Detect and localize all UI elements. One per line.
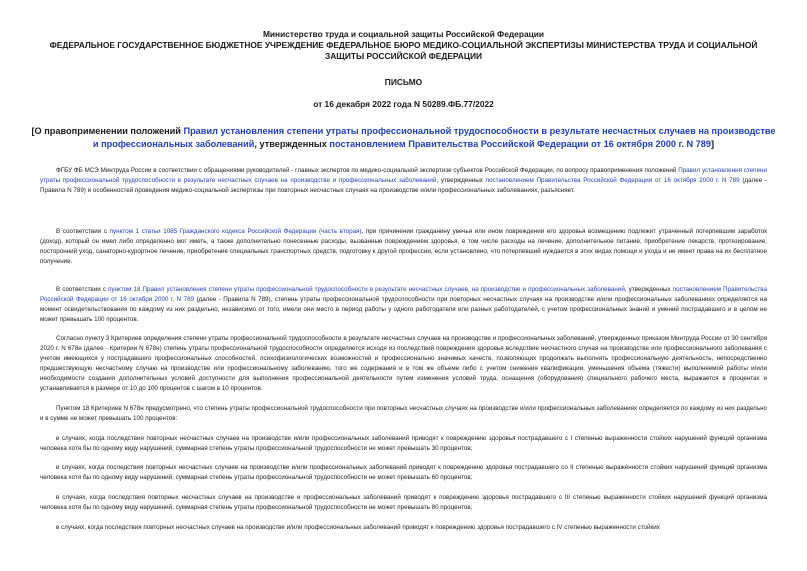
paragraph-9: в случаях, когда последствия повторных несчастных случаев на производстве и/или профессиональных заболеваний приводят к повреждению здоровья пострадавшего с IV степенью выраженности стойких (56, 524, 660, 531)
paragraph-8: в случаях, когда последствия повторных несчастных случаев на производстве и профессиональных заболеваний приводят к повреждению здоровья пострадавшего с III степенью выраженности стойких нарушений функций организма человека хотя бы по одному виду нарушений, суммарная степень утраты профессиональной трудоспособности не может превышать 80 процентов; (40, 494, 767, 511)
rules-link[interactable]: Правил установления степени утраты профессиональной трудоспособности в результате несчастных случаев на производстве и профессиональных заболеваний (40, 167, 767, 184)
paragraph-text: (далее - Правила N 789), степень утраты профессиональной трудоспособности при повторных несчастных случаях на производстве и/или профессиональных заболеваниях определяется на момент освидетельствования по каждому из них раздельно, независимо от того, имели они место в период работы у одного работодателя или разных работодателей, с учетом профессиональных знаний и умений пострадавшего и в целом не может превышать 100 процентов. (40, 296, 767, 323)
document-date-number: от 16 декабря 2022 года N 50289.ФБ.77/2022 (313, 99, 494, 109)
paragraph-6: в случаях, когда последствия повторных несчастных случаев на производстве и/или профессиональных заболеваний приводят к повреждению здоровья пострадавшего с I степенью выраженности стойких нарушений функций организма человека хотя бы по одному виду нарушений, суммарная степень утраты профессиональной трудоспособности не может превышать 30 процентов; (40, 435, 767, 452)
subject-rules-link[interactable]: Правил установления степени утраты профессиональной трудоспособности в результате несчастных случаев на производстве и профессиональных заболеваний (92, 126, 776, 149)
paragraph-text: В соответствии с (56, 286, 109, 293)
document-type: ПИСЬМО (384, 77, 423, 87)
document-subject (30, 125, 777, 151)
civil-code-link[interactable]: пунктом 1 статьи 1085 Гражданского кодекса Российской Федерации (часть вторая) (109, 228, 362, 235)
subject-decree-link[interactable]: постановлением Правительства Российской Федерации от 16 октября 2000 г. N 789 (329, 139, 712, 149)
subject-suffix: ] (711, 139, 715, 149)
paragraph-7: в случаях, когда последствия повторных несчастных случаев на производстве и/или профессиональных заболеваний приводят к повреждению здоровья пострадавшего со II степенью выраженности стойких нарушений функций организма человека хотя бы по одному виду нарушений, суммарная степень утраты профессиональной трудоспособности не может превышать 60 процентов; (40, 464, 767, 481)
paragraph-text: (далее - Правила N 789) и особенностей проведения медико-социальной экспертизы при повторных несчастных случаях на производстве и/или профессиональных заболеваниях, разъясняет. (40, 177, 768, 194)
subject-mid: , утвержденных (254, 139, 330, 149)
paragraph-2 (40, 227, 767, 267)
paragraph-text: ФГБУ ФБ МСЭ Минтруда России в соответствии с обращениями руководителей - главных экспертов по медико-социальной экспертизе субъектов Российской Федерации, по вопросу правоприменения положений (56, 167, 679, 174)
decree-link[interactable]: постановлением Правительства Российской Федерации от 16 октября 2000 г. N 789 (40, 286, 767, 303)
paragraph-1 (40, 166, 767, 196)
paragraph-text: В соответствии с (56, 228, 110, 235)
rules-point-18-link[interactable]: пунктом 18 Правил установления степени утраты профессиональной трудоспособности в результате несчастных случаев, на производстве и профессиональных заболеваний (108, 286, 625, 293)
institution-title: ФЕДЕРАЛЬНОЕ ГОСУДАРСТВЕННОЕ БЮДЖЕТНОЕ УЧРЕЖДЕНИЕ ФЕДЕРАЛЬНОЕ БЮРО МЕДИКО-СОЦИАЛЬНОЙ ЭКСПЕРТИЗЫ МИНИСТЕРСТВА ТРУДА И СОЦИАЛЬНОЙ ЗАЩИТЫ РОССИЙСКОЙ ФЕДЕРАЦИИ (49, 40, 758, 61)
paragraph-3 (40, 285, 767, 325)
paragraph-5: Пунктом 18 Критериев N 678н предусмотрено, что степень утраты профессиональной трудоспособности при повторных несчастных случаях на производстве и/или профессиональных заболеваниях определяется по каждому из них раздельно и в сумме не может превышать 100 процентов: (40, 405, 767, 422)
decree-link[interactable]: постановлением Правительства Российской Федерации от 16 октября 2000 г. N 789 (485, 177, 740, 184)
paragraph-text: , утвержденных (436, 177, 486, 184)
paragraph-text: , утвержденных (624, 286, 673, 293)
subject-prefix: [О правоприменении положений (31, 126, 184, 136)
paragraph-4: Согласно пункту 3 Критериев определения степени утраты профессиональной трудоспособности в результате несчастных случаев на производстве и профессиональных заболеваний, утвержденных приказом Минтруда России от 30 сентября 2020 г. N 678н (далее - Критерии N 678н) степень утраты профессиональной трудоспособности определяется исходя из последствий повреждения здоровья вследствие несчастного случая на производстве или профессионального заболевания с учетом имеющихся у пострадавшего профессиональных способностей, психофизиологических возможностей и профессионально значимых качеств, позволяющих продолжать выполнять профессиональную деятельность, непосредственно предшествующую несчастному случаю на производстве или профессиональному заболеванию, того же содержания и в том же объеме либо с учетом снижения квалификации, уменьшения объема (тяжести) выполняемой работы и/или необходимости создания дополнительных условий доступности для выполнения профессиональной деятельности путем изменения условий труда, оснащения (оборудования) специального рабочего места, выражается в процентах и устанавливается в размере от 10 до 100 процентов с шагом в 10 процентов. (40, 335, 767, 392)
paragraph-text: , при причинении гражданину увечья или ином повреждении его здоровья возмещению подлежит утраченный потерпевшим заработок (доход), который он имел либо определенно мог иметь, а также дополнительно понесенные расходы, вызванные повреждением здоровья, в том числе расходы на лечение, дополнительное питание, приобретение лекарств, протезирование, посторонний уход, санаторно-курортное лечение, приобретение специальных транспортных средств, подготовку к другой профессии, если установлено, что потерпевший нуждается в этих видах помощи и ухода и не имеет права на их бесплатное получение. (40, 228, 767, 265)
ministry-title: Министерство труда и социальной защиты Российской Федерации (262, 29, 545, 39)
